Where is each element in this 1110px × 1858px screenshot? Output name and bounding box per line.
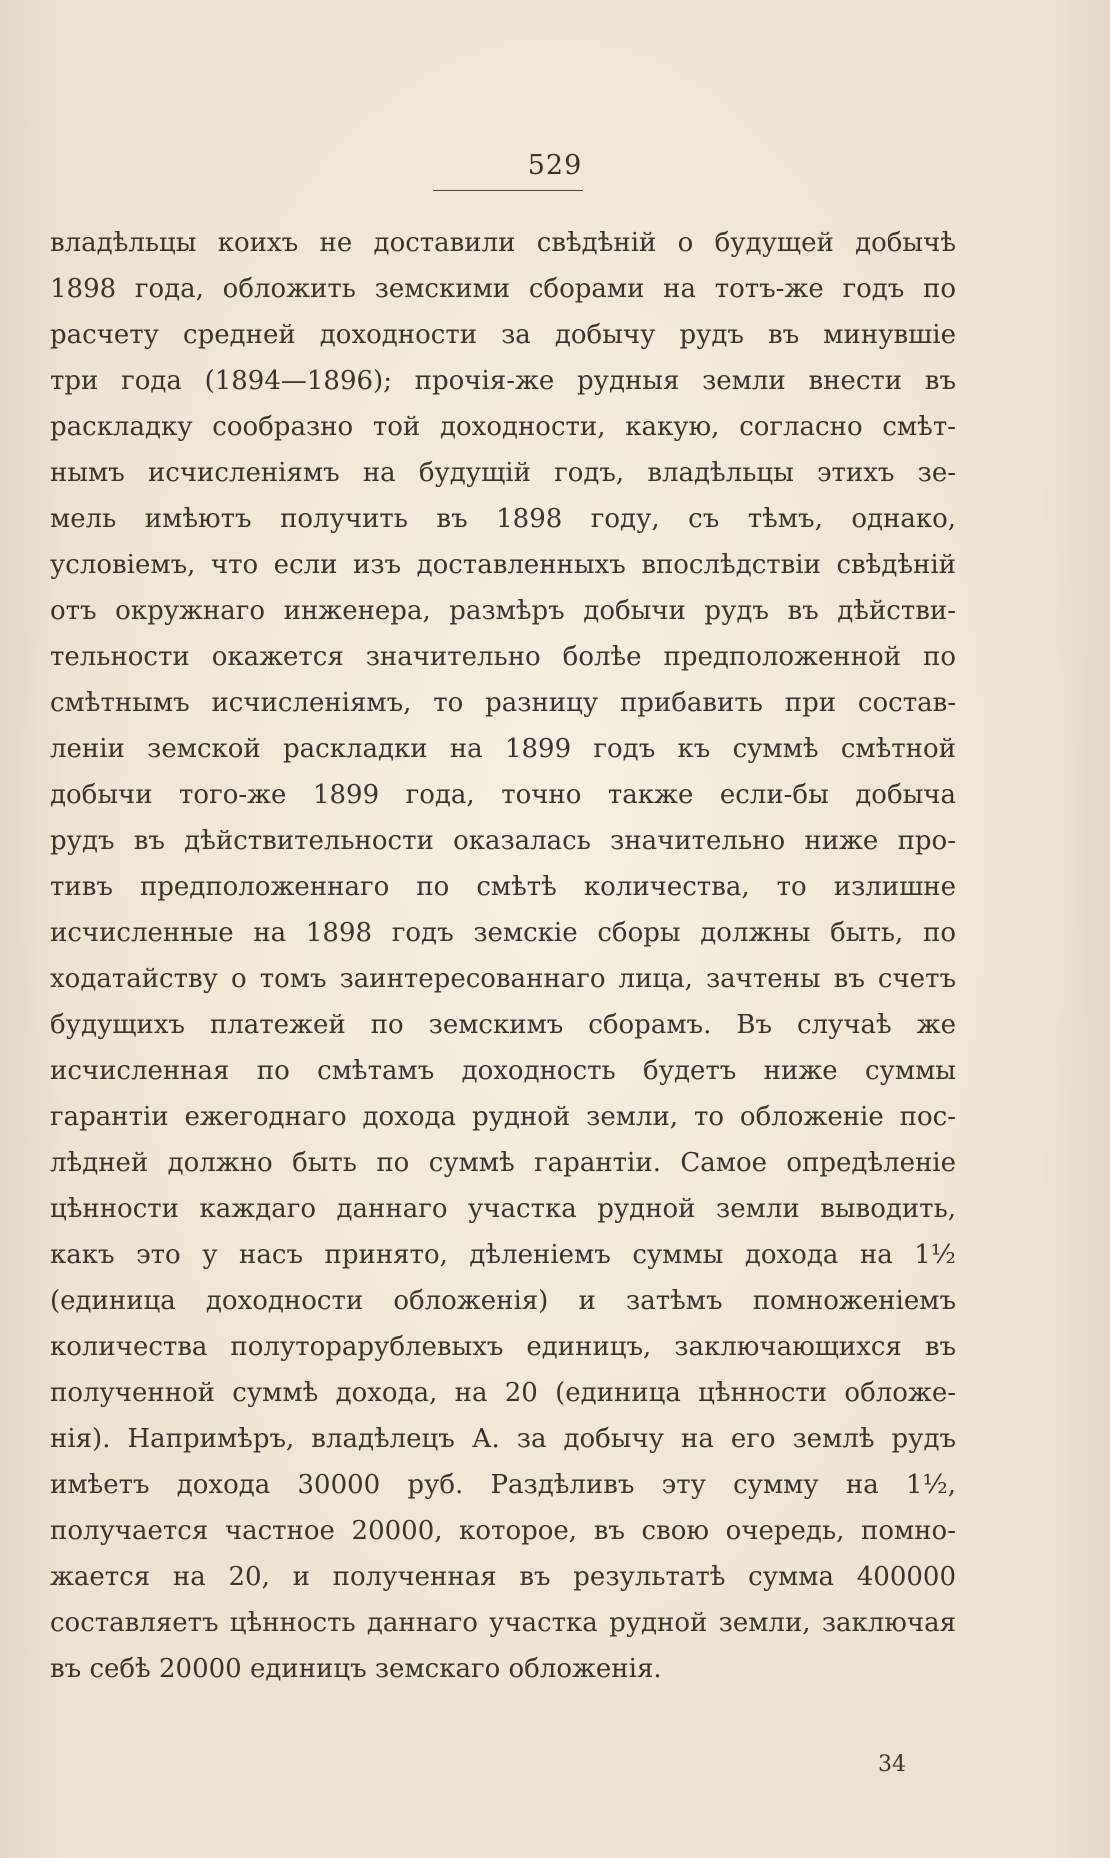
text-line: исчисленная по смѣтамъ доходность будетъ ниже суммы [50,1056,956,1086]
text-line: условіемъ, что если изъ доставленныхъ впослѣдствіи свѣдѣній [50,550,956,580]
text-line: будущихъ платежей по земскимъ сборамъ. Въ случаѣ же [50,1010,956,1040]
text-line: составляетъ цѣнность даннаго участка рудной земли, заключая [50,1608,956,1638]
text-line: имѣетъ дохода 30000 руб. Раздѣливъ эту сумму на 1½, [50,1470,956,1500]
text-line: мель имѣютъ получить въ 1898 году, съ тѣмъ, однако, [50,504,956,534]
text-line: нія). Напримѣръ, владѣлецъ А. за добычу на его землѣ рудъ [50,1424,956,1454]
text-line: количества полуторарублевыхъ единицъ, заключающихся въ [50,1332,956,1362]
text-line: жается на 20, и полученная въ результатѣ сумма 400000 [50,1562,956,1592]
text-line: раскладку сообразно той доходности, какую, согласно смѣт- [50,412,956,442]
text-line: смѣтнымъ исчисленіямъ, то разницу прибавить при состав- [50,688,956,718]
text-line: какъ это у насъ принято, дѣленіемъ суммы дохода на 1½ [50,1240,956,1270]
text-line: отъ окружнаго инженера, размѣръ добычи рудъ въ дѣйстви- [50,596,956,626]
text-line: три года (1894—1896); прочія-же рудныя земли внести въ [50,366,956,396]
text-line: тельности окажется значительно болѣе предположенной по [50,642,956,672]
text-line: добычи того-же 1899 года, точно также если-бы добыча [50,780,956,810]
text-line-last: въ себѣ 20000 единицъ земскаго обложенія. [50,1654,662,1684]
text-line: нымъ исчисленіямъ на будущій годъ, владѣльцы этихъ зе- [50,458,956,488]
page-number: 529 [527,150,583,181]
text-line: расчету средней доходности за добычу рудъ въ минувшіе [50,320,956,350]
printer-signature-mark: 34 [878,1752,906,1777]
text-line: тивъ предположеннаго по смѣтѣ количества, то излишне [50,872,956,902]
text-line: леніи земской раскладки на 1899 годъ къ суммѣ смѣтной [50,734,956,764]
text-line: 1898 года, обложить земскими сборами на тотъ-же годъ по [50,274,956,304]
text-line: ходатайству о томъ заинтересованнаго лица, зачтены въ счетъ [50,964,956,994]
text-line: гарантіи ежегоднаго дохода рудной земли, то обложеніе пос- [50,1102,956,1132]
text-line: владѣльцы коихъ не доставили свѣдѣній о будущей добычѣ [50,228,956,258]
body-text [50,220,956,1692]
text-line: (единица доходности обложенія) и затѣмъ помноженіемъ [50,1286,956,1316]
text-line: рудъ въ дѣйствительности оказалась значительно ниже про- [50,826,956,856]
text-line: получается частное 20000, которое, въ свою очередь, помно- [50,1516,956,1546]
text-line: цѣнности каждаго даннаго участка рудной земли выводить, [50,1194,956,1224]
text-line: исчисленные на 1898 годъ земскіе сборы должны быть, по [50,918,956,948]
text-line: лѣдней должно быть по суммѣ гарантіи. Самое опредѣленіе [50,1148,956,1178]
text-line: полученной суммѣ дохода, на 20 (единица цѣнности обложе- [50,1378,956,1408]
header-rule [433,190,583,191]
